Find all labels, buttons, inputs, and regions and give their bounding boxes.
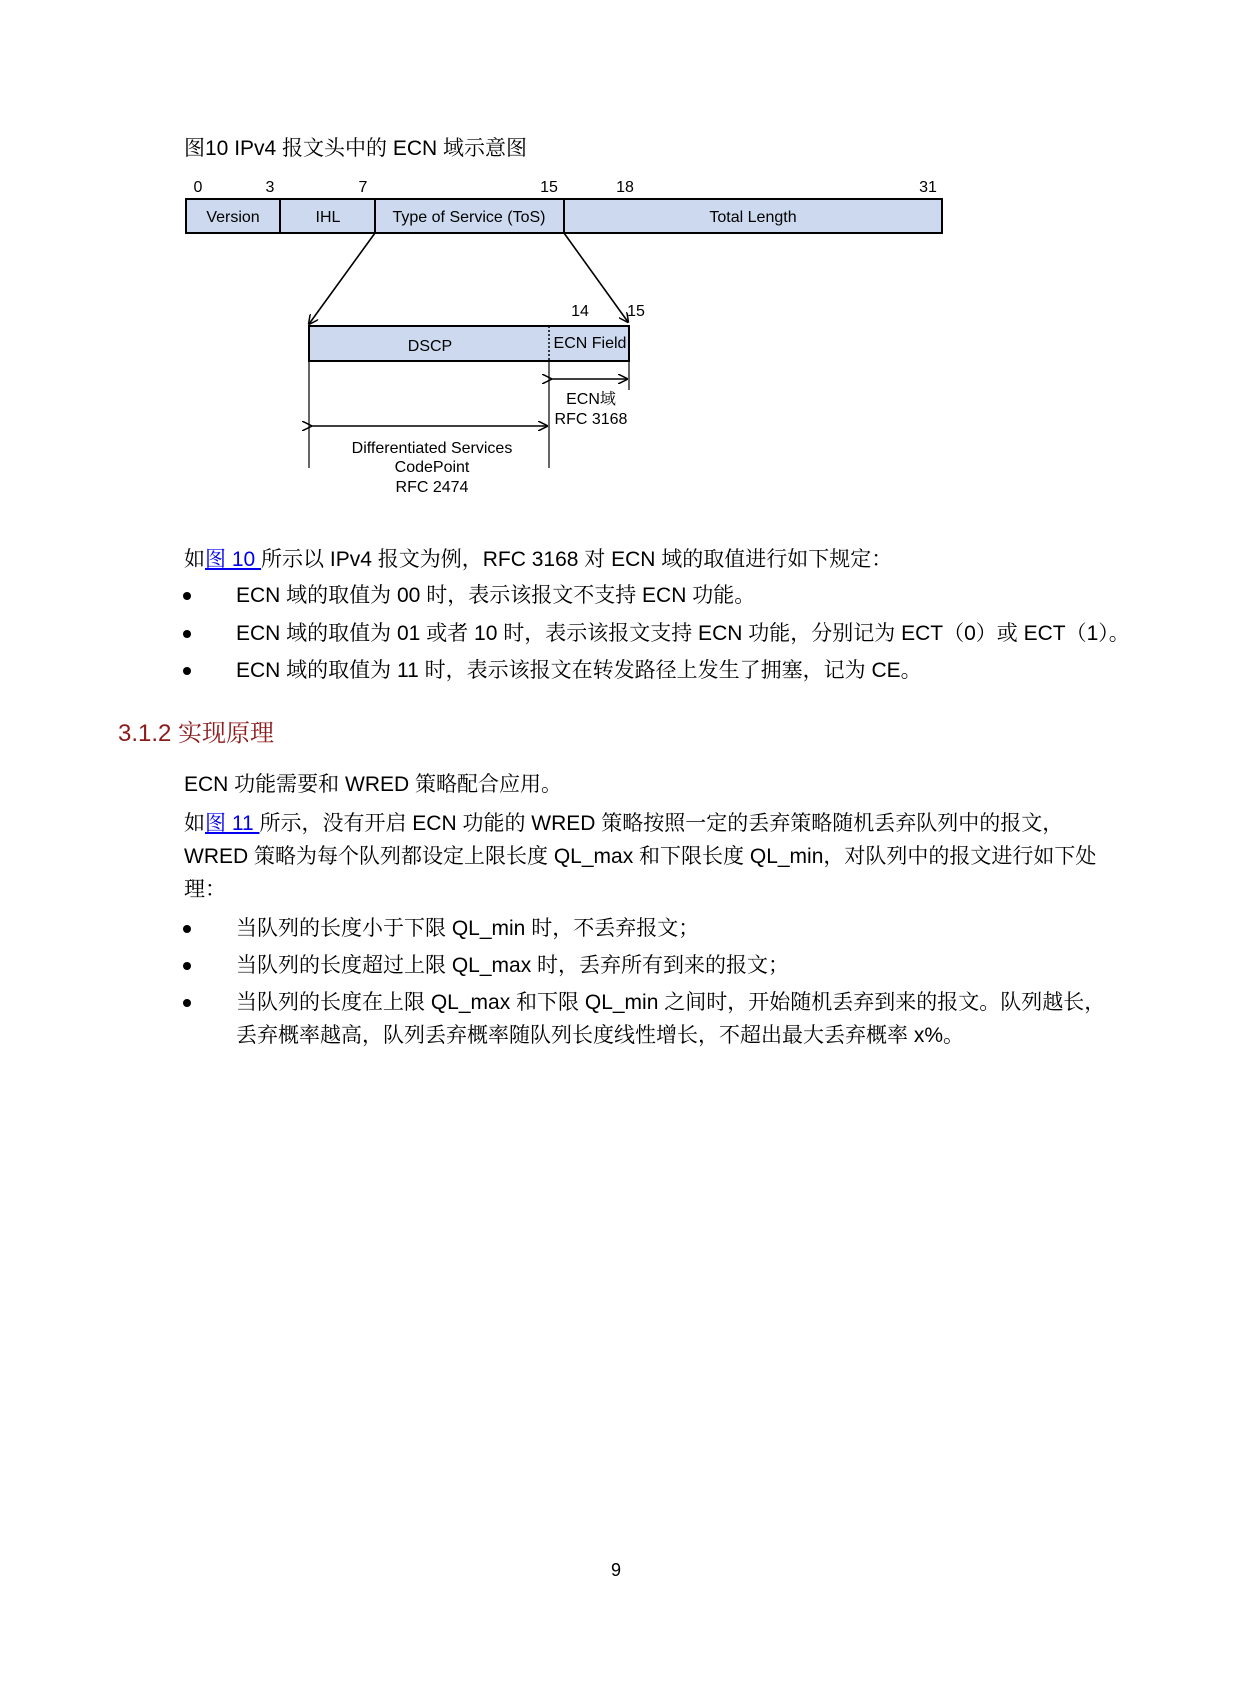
figure-10-link[interactable]: 图 10 <box>205 548 262 571</box>
dscp-annotation-1: Differentiated Services <box>351 440 513 457</box>
intro-suffix: 所示以 IPv4 报文为例，RFC 3168 对 ECN 域的取值进行如下规定： <box>261 548 893 571</box>
section-title: 3.1.2 实现原理 <box>118 720 275 747</box>
field-version: Version <box>206 209 260 226</box>
bit-label-31: 31 <box>919 179 937 196</box>
para2-line-2: WRED 策略为每个队列都设定上限长度 QL_max 和下限长度 QL_min，对队列中的报文进行如下处 <box>184 845 1097 868</box>
bit-label-15-sub: 15 <box>627 303 645 320</box>
para2-prefix: 如 <box>184 812 205 835</box>
ipv4-header-diagram <box>0 0 1240 520</box>
dscp-annotation-3: RFC 2474 <box>395 479 469 496</box>
bit-label-14: 14 <box>571 303 589 320</box>
bullet-dot <box>183 925 191 933</box>
ecn-annotation-1: ECN域 <box>566 391 616 408</box>
bit-label-3: 3 <box>265 179 275 196</box>
wred-bullet-3-line-1: 当队列的长度在上限 QL_max 和下限 QL_min 之间时，开始随机丢弃到来的报文。队列越长， <box>236 991 1106 1014</box>
bullet-dot <box>183 667 191 675</box>
wred-bullet-3 <box>236 986 1105 1052</box>
bullet-dot <box>183 962 191 970</box>
dscp-annotation-2: CodePoint <box>394 459 470 476</box>
ecn-bullet-3: ECN 域的取值为 11 时，表示该报文在转发路径上发生了拥塞，记为 CE。 <box>236 659 922 682</box>
intro-paragraph <box>184 543 892 576</box>
intro-prefix: 如 <box>184 548 205 571</box>
bullet-dot <box>183 630 191 638</box>
bullet-dot <box>183 592 191 600</box>
field-tos: Type of Service (ToS) <box>392 209 546 226</box>
expand-arrow-left <box>309 233 375 324</box>
para2-line-3: 理： <box>184 878 226 901</box>
bit-label-0: 0 <box>193 179 203 196</box>
wred-bullet-3-line-2: 丢弃概率越高，队列丢弃概率随队列长度线性增长，不超出最大丢弃概率 x%。 <box>236 1024 965 1047</box>
field-ecn: ECN Field <box>553 335 627 352</box>
figure-caption: 图10 IPv4 报文头中的 ECN 域示意图 <box>184 137 528 160</box>
figure-11-link[interactable]: 图 11 <box>205 812 260 835</box>
bit-label-7: 7 <box>358 179 368 196</box>
section-paragraph-2 <box>184 807 1096 906</box>
wred-bullet-2: 当队列的长度超过上限 QL_max 时，丢弃所有到来的报文； <box>236 954 790 977</box>
bit-label-15: 15 <box>540 179 558 196</box>
field-dscp: DSCP <box>407 338 453 355</box>
bullet-dot <box>183 999 191 1007</box>
field-ihl: IHL <box>315 209 341 226</box>
para2-line-1: 所示，没有开启 ECN 功能的 WRED 策略按照一定的丢弃策略随机丢弃队列中的报文， <box>259 812 1064 835</box>
field-total-length: Total Length <box>709 209 797 226</box>
bit-label-18: 18 <box>616 179 634 196</box>
page-number: 9 <box>611 1560 622 1580</box>
ecn-bullet-2: ECN 域的取值为 01 或者 10 时，表示该报文支持 ECN 功能，分别记为 ECT（0）或 ECT（1）。 <box>236 622 1130 645</box>
ecn-annotation-2: RFC 3168 <box>554 411 628 428</box>
wred-bullet-1: 当队列的长度小于下限 QL_min 时，不丢弃报文； <box>236 917 700 940</box>
ecn-bullet-1: ECN 域的取值为 00 时，表示该报文不支持 ECN 功能。 <box>236 584 756 607</box>
section-paragraph-1: ECN 功能需要和 WRED 策略配合应用。 <box>184 773 562 796</box>
